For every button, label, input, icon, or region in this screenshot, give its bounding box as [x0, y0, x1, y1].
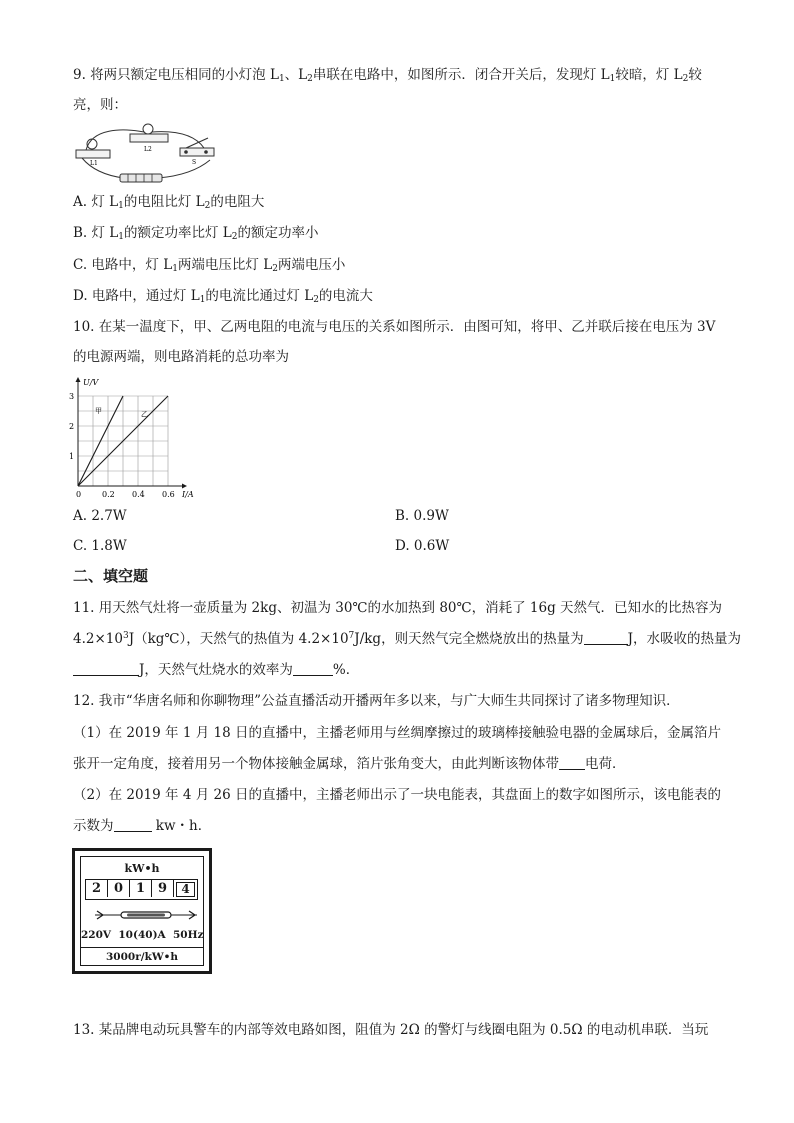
q9-circuit-figure — [72, 120, 222, 188]
x-tick-label: 0.2 — [102, 490, 115, 499]
meter-disc-icon — [93, 909, 199, 921]
q9-option-d[interactable]: D. 电路中，通过灯 $L_1$的电流比通过灯 $L_2$的电流大 — [73, 288, 373, 305]
q9-stem-line2: 亮，则： — [73, 97, 127, 113]
q12-line4: （2）在 2019 年 4 月 26 日的直播中，主播老师出示了一块电能表，其盘面上的数字如图所示，该电能表的 — [73, 787, 721, 803]
section-title: 二、填空题 — [73, 567, 149, 585]
meter-inner-frame — [80, 856, 204, 966]
l2-label: L2 — [144, 146, 152, 153]
q9-option-a[interactable]: A. 灯 $L_1$的电阻比灯 $L_2$的电阻大 — [73, 194, 265, 211]
meter-digit: 9 — [152, 880, 174, 897]
q11-line1: 11. 用天然气灶将一壶质量为 2kg、初温为 30℃的水加热到 80℃，消耗了 16g 天然气．已知水的比热容为 — [73, 600, 723, 616]
q12-line3: 张开一定角度，接着用另一个物体接触金属球，箔片张角变大，由此判断该物体带 电荷． — [73, 756, 626, 772]
q12-line1: 12. 我市“华唐名师和你聊物理”公益直播活动开播两年多以来，与广大师生共同探讨了诸多物理知识． — [73, 693, 680, 709]
switch-label: S — [192, 159, 197, 166]
meter-constant-box — [81, 947, 203, 965]
x-axis-arrow — [182, 484, 187, 489]
q12-line5: 示数为 kw・h． — [73, 818, 212, 834]
x-tick-label: 0.6 — [162, 490, 175, 499]
q10-stem-line1: 10. 在某一温度下，甲、乙两电阻的电流与电压的关系如图所示．由图可知，将甲、乙并联后接在电压为 3V — [73, 319, 716, 335]
q11-line3: J，天然气灶烧水的效率为 %． — [73, 661, 359, 679]
y-axis-arrow — [76, 377, 81, 382]
q12-blank-reading[interactable] — [114, 817, 152, 832]
y-axis-label: U/V — [83, 378, 99, 387]
q10-stem-line2: 的电源两端，则电路消耗的总功率为 — [73, 349, 289, 365]
y-tick-label: 2 — [69, 422, 75, 431]
q10-option-d[interactable]: D. 0.6W — [395, 538, 450, 554]
meter-constant: 3000r/kW•h — [105, 951, 178, 963]
q11-blank-efficiency[interactable] — [293, 661, 333, 676]
q11-blank-heat-released[interactable] — [584, 630, 628, 645]
meter-digit: 0 — [108, 880, 130, 897]
q9-option-b[interactable]: B. 灯 $L_1$的额定功率比灯 $L_2$的额定功率小 — [73, 225, 319, 242]
series-label-jia: 甲 — [95, 407, 102, 415]
meter-rating: 220V 10(40)A 50Hz — [81, 929, 204, 941]
q12-line2: （1）在 2019 年 1 月 18 日的直播中，主播老师用与丝绸摩擦过的玻璃棒接触验电器的金属球后，金属箔片 — [73, 725, 721, 741]
q10-iu-chart — [64, 374, 208, 500]
series-label-yi: 乙 — [141, 410, 148, 419]
q11-blank-heat-absorbed[interactable] — [73, 661, 139, 676]
q13-line1: 13. 某品牌电动玩具警车的内部等效电路如图，阻值为 2Ω 的警灯与线圈电阻为 0.5Ω 的电动机串联．当玩 — [73, 1022, 709, 1038]
q10-option-a[interactable]: A. 2.7W — [73, 508, 127, 524]
x-axis-label: I/A — [182, 490, 194, 499]
q10-option-b[interactable]: B. 0.9W — [395, 508, 449, 524]
q12-blank-charge[interactable] — [559, 755, 585, 770]
x-tick-label: 0 — [76, 490, 82, 499]
y-tick-label: 1 — [69, 452, 75, 461]
meter-panel — [72, 848, 212, 974]
q10-option-c[interactable]: C. 1.8W — [73, 538, 127, 554]
meter-digit: 2 — [86, 880, 108, 897]
q9-option-c[interactable]: C. 电路中，灯 $L_1$两端电压比灯 $L_2$两端电压小 — [73, 257, 346, 274]
l1-label: L1 — [90, 160, 98, 167]
meter-digit-decimal: 4 — [176, 882, 195, 897]
q11-line2: $4.2\times 10^3J(kg℃)$，天然气的热值为 $4.2\times 10^7J/kg$，则天然气完全燃烧放出的热量为 J，水吸收的热量为 — [73, 631, 741, 647]
x-tick-label: 0.4 — [132, 490, 145, 499]
q9-stem-line1: 9. 将两只额定电压相同的小灯泡 $L_1$、$L_2$串联在电路中，如图所示．闭合开关后，发现灯 $L_1$较暗，灯 $L_2$较 — [73, 67, 702, 84]
meter-digit: 1 — [130, 880, 152, 897]
meter-unit: kW•h — [124, 862, 160, 875]
y-tick-label: 3 — [69, 392, 75, 401]
meter-digits — [85, 879, 198, 900]
